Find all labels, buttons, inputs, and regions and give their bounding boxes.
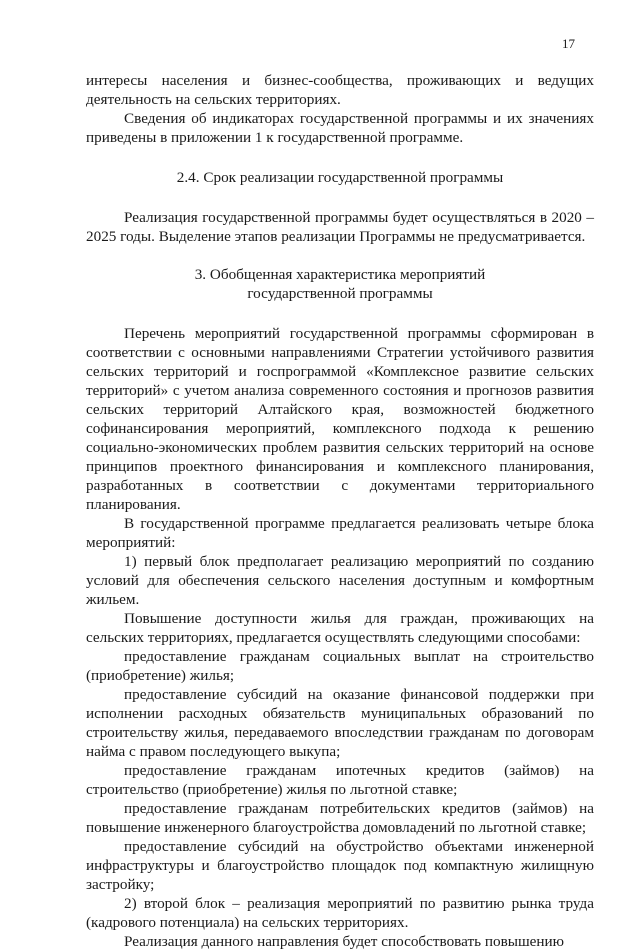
paragraph-housing-availability: Повышение доступности жилья для граждан, проживающих на сельских территориях, предлагается осуществлять следующими способами: bbox=[86, 610, 594, 646]
paragraph-implementation-effect: Реализация данного направления будет способствовать повышению bbox=[124, 933, 564, 950]
list-item-consumer-loans: предоставление гражданам потребительских кредитов (займов) на повышение инженерного благоустройства домовладений по льготной ставке; bbox=[86, 800, 594, 836]
page-number: 17 bbox=[562, 36, 575, 51]
list-item-subsidies-municipal: предоставление субсидий на оказание финансовой поддержки при исполнении расходных обязательств муниципальных образований по строительству жилья, передаваемого впоследствии гражданам по договорам найма с правом последующего выкупа; bbox=[86, 686, 594, 760]
paragraph-block-one: 1) первый блок предполагает реализацию мероприятий по созданию условий для обеспечения сельского населения доступным и комфортным жильем. bbox=[86, 553, 594, 608]
paragraph-indicators: Сведения об индикаторах государственной программы и их значениях приведены в приложении 1 к государственной программе. bbox=[86, 110, 594, 146]
document-body bbox=[86, 71, 594, 951]
list-item-mortgage-loans: предоставление гражданам ипотечных кредитов (займов) на строительство (приобретение) жилья по льготной ставке; bbox=[86, 762, 594, 798]
paragraph-measures-list: Перечень мероприятий государственной программы сформирован в соответствии с основными направлениями Стратегии устойчивого развития сельских территорий и госпрограммой «Комплексное развитие сельских территорий» с учетом анализа современного состояния и прогнозов развития сельских территорий Алтайского края, возможностей бюджетного софинансирования мероприятий, комплексного подхода к решению социально-экономических проблем развития сельских территорий на основе принципов проектного финансирования и комплексного планирования, разработанных в соответствии с документами территориального планирования. bbox=[86, 325, 594, 513]
section-heading-3-line1: 3. Обобщенная характеристика мероприятий bbox=[194, 266, 486, 283]
section-heading-3-line2: государственной программы bbox=[247, 285, 433, 302]
paragraph-implementation-period: Реализация государственной программы будет осуществляться в 2020 – 2025 годы. Выделение этапов реализации Программы не предусматривается. bbox=[86, 209, 594, 245]
section-heading-2-4: 2.4. Срок реализации государственной программы bbox=[176, 169, 504, 186]
list-item-infrastructure-subsidies: предоставление субсидий на обустройство объектами инженерной инфраструктуры и благоустройство площадок под компактную жилищную застройку; bbox=[86, 838, 594, 893]
list-item-social-payments: предоставление гражданам социальных выплат на строительство (приобретение) жилья; bbox=[86, 648, 594, 684]
paragraph-four-blocks: В государственной программе предлагается реализовать четыре блока мероприятий: bbox=[86, 515, 594, 551]
paragraph-continuation: интересы населения и бизнес-сообщества, проживающих и ведущих деятельность на сельских территориях. bbox=[86, 72, 594, 108]
paragraph-block-two: 2) второй блок – реализация мероприятий по развитию рынка труда (кадрового потенциала) на сельских территориях. bbox=[86, 895, 594, 931]
